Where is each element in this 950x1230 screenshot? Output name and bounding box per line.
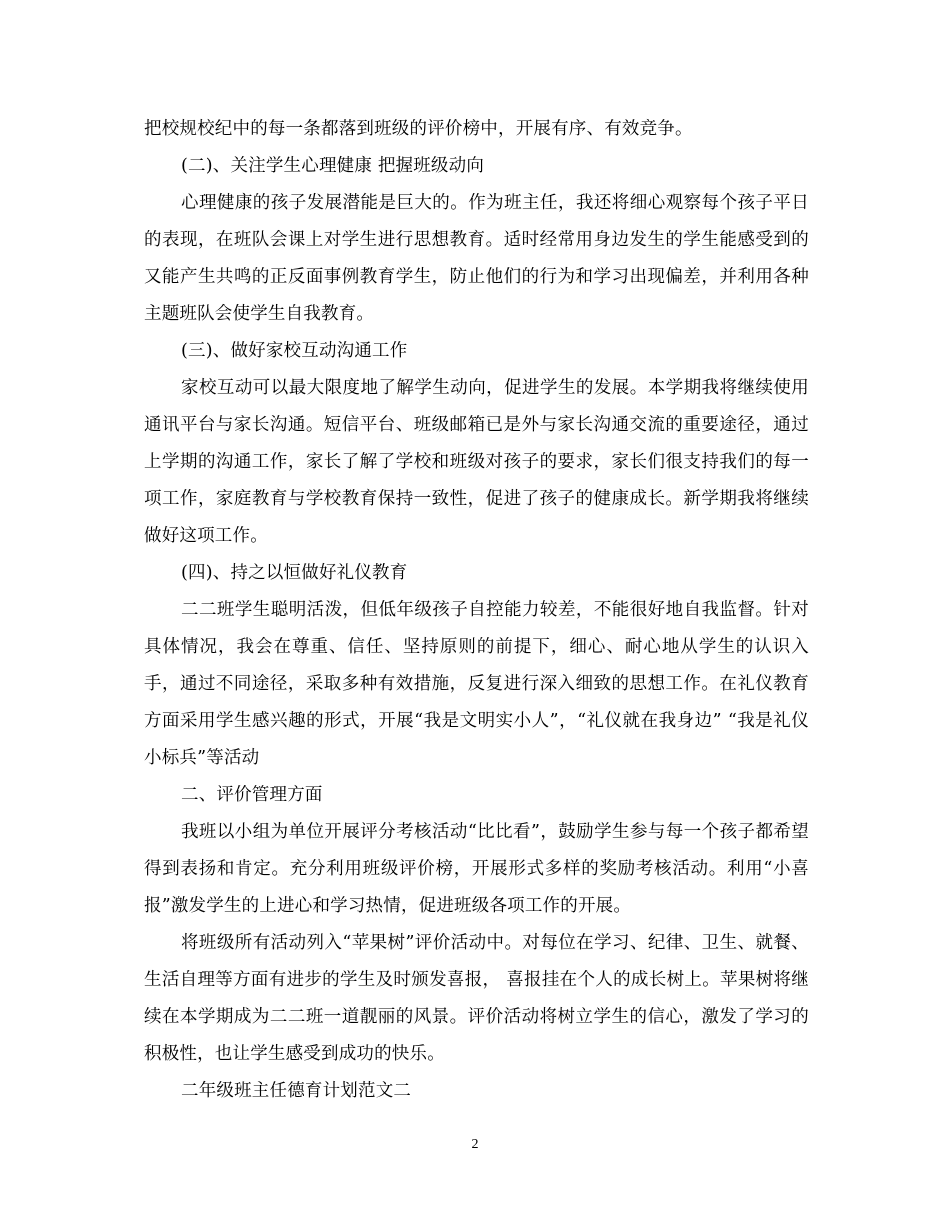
page-number: 2 (471, 1137, 479, 1152)
paragraph-1: 把校规校纪中的每一条都落到班级的评价榜中，开展有序、有效竞争。 (144, 119, 693, 139)
document-body (144, 111, 809, 1110)
document-subtitle: 二年级班主任德育计划范文二 (181, 1081, 412, 1101)
paragraph-7: 二二班学生聪明活泼，但低年级孩子自控能力较差，不能很好地自我监督。针对具体情况，我会在尊重、信任、坚持原则的前提下，细心、耐心地从学生的认识入手，通过不同途径，采取多种有效措施，反复进行深入细致的思想工作。在礼仪教育方面采用学生感兴趣的形式，开展“我是文明实小人”，“礼仪就在我身边” “我是礼仪小标兵”等活动 (144, 600, 809, 768)
section-heading-2: (二)、关注学生心理健康 把握班级动向 (181, 156, 485, 176)
paragraph-3: 心理健康的孩子发展潜能是巨大的。作为班主任，我还将细心观察每个孩子平日的表现，在班队会课上对学生进行思想教育。适时经常用身边发生的学生能感受到的又能产生共鸣的正反面事例教育学生，防止他们的行为和学习出现偏差，并利用各种主题班队会使学生自我教育。 (144, 193, 809, 324)
section-heading-evaluation: 二、评价管理方面 (181, 785, 323, 805)
paragraph-5: 家校互动可以最大限度地了解学生动向，促进学生的发展。本学期我将继续使用通讯平台与家长沟通。短信平台、班级邮箱已是外与家长沟通交流的重要途径，通过上学期的沟通工作，家长了解了学校和班级对孩子的要求，家长们很支持我们的每一项工作，家庭教育与学校教育保持一致性，促进了孩子的健康成长。新学期我将继续做好这项工作。 (144, 378, 809, 546)
paragraph-10: 将班级所有活动列入“苹果树”评价活动中。对每位在学习、纪律、卫生、就餐、生活自理等方面有进步的学生及时颁发喜报， 喜报挂在个人的成长树上。苹果树将继续在本学期成为二二班一道靓丽的风景。评价活动将树立学生的信心，激发了学习的积极性，也让学生感受到成功的快乐。 (144, 933, 809, 1064)
section-heading-4: (四)、持之以恒做好礼仪教育 (181, 563, 408, 583)
paragraph-9: 我班以小组为单位开展评分考核活动“比比看”，鼓励学生参与每一个孩子都希望得到表扬和肯定。充分利用班级评价榜，开展形式多样的奖励考核活动。利用“小喜报”激发学生的上进心和学习热情，促进班级各项工作的开展。 (144, 822, 809, 916)
section-heading-3: (三)、做好家校互动沟通工作 (181, 341, 408, 361)
